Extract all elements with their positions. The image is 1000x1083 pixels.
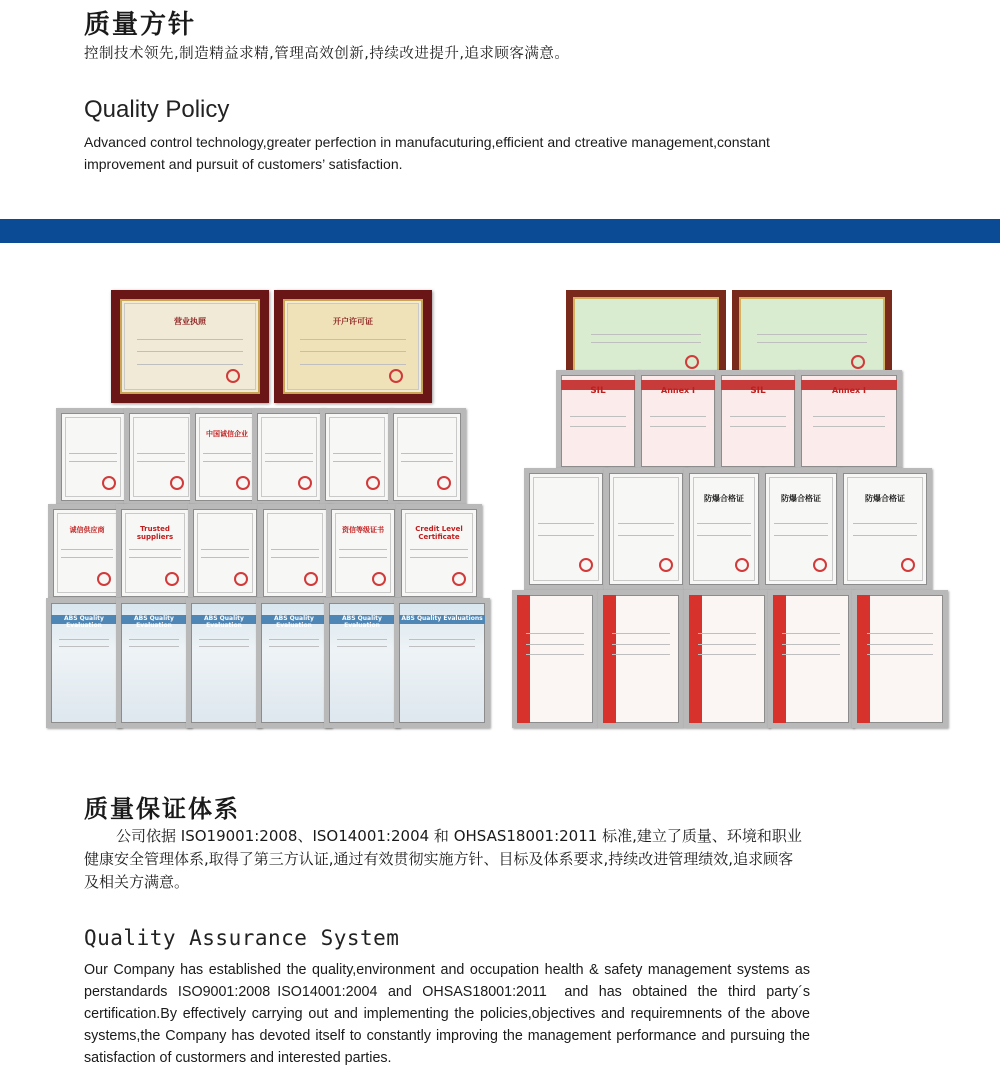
certificate-onex xyxy=(512,590,598,728)
certificate-business-license: 营业执照 xyxy=(111,290,269,403)
certificate-onex xyxy=(852,590,948,728)
certificate-onex xyxy=(598,590,684,728)
certificate-credit xyxy=(320,408,394,506)
certificate-sil: Annex I xyxy=(636,370,720,472)
certificate-abs: ABS Quality Evaluations xyxy=(394,598,490,728)
section-divider-band xyxy=(0,219,1000,243)
quality-assurance-en-title: Quality Assurance System xyxy=(84,926,400,950)
quality-assurance-cn-title: 质量保证体系 xyxy=(84,795,240,823)
certificate-bank-account-permit: 开户许可证 xyxy=(274,290,432,403)
certificate-credit: 诚信供应商 xyxy=(48,504,126,602)
certificate-credit xyxy=(258,504,332,602)
quality-assurance-cn-text: 公司依据 ISO19001:2008、ISO14001:2004 和 OHSAS18001:2011 标准,建立了质量、环境和职业健康安全管理体系,取得了第三方认证,通过有效贯彻实施方针、目标及体系要求,持续改进管理绩效,追求顾客及相关方满意。 xyxy=(84,827,802,891)
certificate-credit: Trusted suppliers xyxy=(116,504,194,602)
quality-policy-cn-text: 控制技术领先,制造精益求精,管理高效创新,持续改进提升,追求顾客满意。 xyxy=(84,46,570,62)
certificate-system xyxy=(524,468,608,590)
certificate-explosion-proof: 防爆合格证 xyxy=(684,468,764,590)
certificate-credit xyxy=(252,408,326,506)
certificate-abs: ABS Quality Evaluation xyxy=(186,598,262,728)
certificate-abs: ABS Quality Evaluation xyxy=(116,598,192,728)
quality-assurance-en-text: Our Company has established the quality,environment and occupation health & safety management systems as perstandards ISO9001:2008 ISO14001:2004 and OHSAS18001:2011 and has obtained the third party´s certification.By effectively carrying out and implementing the policies,objectives and requiremnents of the above systems,the Company has devoted itself to constantly improving the management performance and pursuing the satisfaction of custormers and interested parties. xyxy=(84,962,810,1066)
certificate-credit: Credit Level Certificate xyxy=(396,504,482,602)
certificate-explosion-proof: 防爆合格证 xyxy=(760,468,842,590)
certificates-gallery xyxy=(0,280,1000,740)
certificate-system xyxy=(604,468,688,590)
quality-policy-en-text: Advanced control technology,greater perfection in manufacuturing,efficient and ctreative management,constant improvement and pursuit of customers’ satisfaction. xyxy=(84,134,770,172)
certificate-onex xyxy=(768,590,854,728)
certificate-abs: ABS Quality Evaluation xyxy=(324,598,400,728)
certificate-sil: Annex I xyxy=(796,370,902,472)
certificate-abs: ABS Quality Evaluation xyxy=(46,598,122,728)
certificate-credit xyxy=(56,408,130,506)
certificate-explosion-proof: 防爆合格证 xyxy=(838,468,932,590)
certificate-credit: 资信等级证书 xyxy=(326,504,400,602)
certificate-credit xyxy=(388,408,466,506)
certificate-credit: 中国诚信企业 xyxy=(190,408,264,506)
certificate-sil: SIL xyxy=(556,370,640,472)
certificate-abs: ABS Quality Evaluation xyxy=(256,598,332,728)
quality-policy-en-title: Quality Policy xyxy=(84,96,230,123)
certificate-sil: SIL xyxy=(716,370,800,472)
certificate-credit xyxy=(188,504,262,602)
certificate-credit xyxy=(124,408,198,506)
quality-policy-cn-title: 质量方针 xyxy=(84,10,197,40)
certificate-onex xyxy=(684,590,770,728)
